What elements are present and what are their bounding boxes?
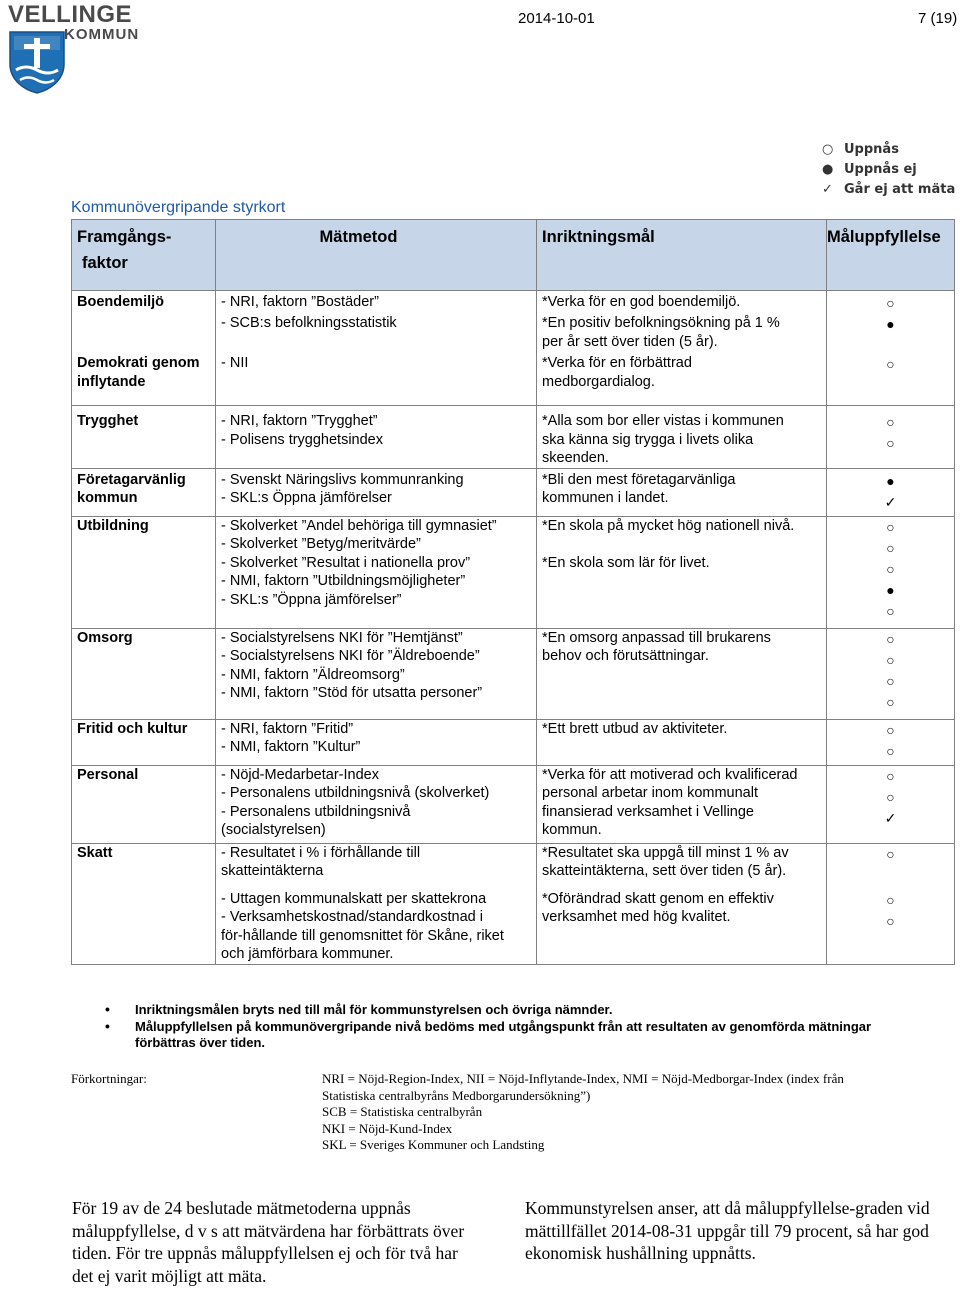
open-circle-icon: ○	[822, 142, 834, 157]
goal-cell	[537, 765, 827, 843]
abbreviation-line: Statistiska centralbyråns Medborgarundersökning”)	[322, 1087, 591, 1103]
header-method: Mätmetod	[216, 220, 537, 291]
open-circle-icon: ○	[886, 912, 895, 929]
method-cell	[216, 843, 537, 884]
method-cell-line: och jämförbara kommuner.	[221, 946, 394, 962]
legend-label: Uppnås	[844, 142, 899, 157]
method-cell	[216, 468, 537, 516]
method-cell-line: - Verksamhetskostnad/standardkostnad i	[221, 909, 483, 925]
legend-item	[822, 160, 955, 180]
method-cell	[216, 884, 537, 965]
table-row	[72, 406, 955, 469]
table-row	[72, 354, 955, 406]
factor-cell	[72, 884, 216, 965]
header-factor-line1: Framgångs-	[77, 228, 172, 246]
factor-cell	[72, 406, 216, 469]
method-cell-line: - SKL:s ”Öppna jämförelser”	[221, 591, 402, 608]
open-circle-icon: ○	[886, 539, 895, 556]
method-cell-line: - Personalens utbildningsnivå (skolverket)	[221, 785, 490, 801]
factor-cell-line: Utbildning	[77, 517, 149, 534]
goal-cell	[537, 468, 827, 516]
goal-cell-line: behov och förutsättningar.	[542, 648, 709, 664]
factor-cell-line: Företagarvänlig	[77, 471, 186, 488]
method-cell-line: - Uttagen kommunalskatt per skattekrona	[221, 890, 487, 907]
table-row	[72, 291, 955, 315]
factor-cell-line: Trygghet	[77, 413, 139, 429]
method-cell-line: - NRI, faktorn ”Bostäder”	[221, 294, 379, 310]
goal-cell	[537, 843, 827, 884]
open-circle-icon: ○	[886, 518, 895, 535]
open-circle-icon: ○	[886, 721, 895, 738]
goal-cell	[537, 406, 827, 469]
open-circle-icon: ○	[886, 845, 895, 862]
abbreviation-line: SKL = Sveriges Kommuner och Landsting	[322, 1137, 545, 1152]
open-circle-icon: ○	[886, 560, 895, 577]
factor-cell	[72, 765, 216, 843]
factor-cell	[72, 516, 216, 628]
fulfilment-cell	[827, 516, 955, 628]
fulfilment-cell	[827, 314, 955, 354]
table-row	[72, 765, 955, 843]
goal-cell	[537, 884, 827, 965]
goal-cell-line: *Verka för en förbättrad	[542, 355, 692, 371]
check-mark-icon: ✓	[884, 493, 897, 510]
open-circle-icon: ○	[886, 630, 895, 647]
header-date: 2014-10-01	[518, 10, 595, 27]
open-circle-icon: ○	[886, 295, 895, 311]
open-circle-icon: ○	[886, 651, 895, 668]
fulfilment-cell	[827, 765, 955, 843]
factor-cell	[72, 468, 216, 516]
filled-bullet-icon: ●	[886, 316, 895, 332]
method-cell	[216, 765, 537, 843]
goal-cell-line: kommunen i landet.	[542, 490, 669, 506]
method-cell-line: - SKL:s Öppna jämförelser	[221, 490, 392, 506]
method-cell	[216, 719, 537, 765]
method-cell	[216, 516, 537, 628]
goal-cell-line: *Verka för en god boendemiljö.	[542, 294, 741, 310]
method-cell-line: - SCB:s befolkningsstatistik	[221, 315, 397, 331]
goal-cell-line: verksamhet med hög kvalitet.	[542, 909, 731, 925]
goal-cell-line: medborgardialog.	[542, 373, 655, 390]
document-title: Kommunövergripande styrkort	[71, 199, 286, 216]
factor-cell	[72, 291, 216, 315]
goal-cell-line: ska känna sig trygga i livets olika	[542, 431, 754, 448]
check-mark-icon: ✓	[884, 809, 897, 826]
goal-cell	[537, 291, 827, 315]
filled-bullet-icon: ●	[822, 162, 834, 177]
method-cell-line: - Skolverket ”Betyg/meritvärde”	[221, 536, 421, 552]
method-cell-line: - NMI, faktorn ”Kultur”	[221, 739, 361, 755]
method-cell	[216, 406, 537, 469]
method-cell-line: - Personalens utbildningsnivå	[221, 803, 411, 820]
method-cell-line: - Svenskt Näringslivs kommunranking	[221, 471, 464, 488]
goal-cell-line: *En skola som lär för livet.	[542, 554, 710, 571]
legend-item	[822, 140, 955, 160]
table-row	[72, 516, 955, 628]
factor-cell	[72, 843, 216, 884]
legend-item	[822, 180, 955, 200]
open-circle-icon: ○	[886, 693, 895, 710]
open-circle-icon: ○	[886, 891, 895, 908]
method-cell-line: - NII	[221, 355, 249, 371]
factor-cell-line: Omsorg	[77, 629, 133, 646]
table-row	[72, 719, 955, 765]
method-cell-line: - Skolverket ”Resultat i nationella prov”	[221, 554, 471, 571]
check-mark-icon: ✓	[822, 182, 833, 197]
goal-cell-line	[542, 535, 826, 554]
municipality-shield-icon	[8, 30, 66, 94]
goal-cell-line: skatteintäkterna, sett över tiden (5 år).	[542, 863, 787, 879]
factor-cell-line: Skatt	[77, 844, 113, 861]
factor-cell-line: inflytande	[77, 373, 146, 390]
method-cell	[216, 291, 537, 315]
open-circle-icon: ○	[886, 356, 895, 372]
table-row	[72, 628, 955, 719]
factor-cell-line: Demokrati genom	[77, 355, 200, 371]
method-cell-line: - Socialstyrelsens NKI för ”Hemtjänst”	[221, 629, 463, 646]
scorecard-table	[71, 219, 955, 965]
filled-bullet-icon: ●	[886, 472, 895, 489]
fulfilment-cell	[827, 291, 955, 315]
goal-cell	[537, 314, 827, 354]
method-cell-line: skatteintäkterna	[221, 863, 324, 879]
method-cell-line: för-hållande till genomsnittet för Skåne, riket	[221, 927, 504, 944]
factor-cell	[72, 354, 216, 406]
method-cell-line: - Nöjd-Medarbetar-Index	[221, 766, 379, 783]
method-cell-line: (socialstyrelsen)	[221, 822, 326, 838]
goal-cell-line: *En omsorg anpassad till brukarens	[542, 629, 771, 646]
open-circle-icon: ○	[886, 767, 895, 784]
summary-paragraph-right: Kommunstyrelsen anser, att då måluppfyllelse-graden vid mättillfället 2014-08-31 uppgår till 79 procent, så har god ekonomisk hushållning uppnåtts.	[525, 1198, 930, 1263]
method-cell	[216, 628, 537, 719]
open-circle-icon: ○	[886, 435, 895, 451]
method-cell-line: - NRI, faktorn ”Trygghet”	[221, 413, 378, 429]
method-cell	[216, 314, 537, 354]
method-cell-line: - NRI, faktorn ”Fritid”	[221, 720, 354, 737]
summary-paragraph-left: För 19 av de 24 beslutade mätmetoderna uppnås måluppfyllelse, d v s att mätvärdena har förbättrats över tiden. För tre uppnås måluppfyllelsen ej och för två har det ej varit möjligt att mäta.	[72, 1198, 465, 1286]
method-cell-line: - Polisens trygghetsindex	[221, 431, 383, 448]
logo-wordmark: VELLINGE	[8, 1, 133, 28]
logo-subtitle: KOMMUN	[64, 26, 140, 43]
goal-cell	[537, 719, 827, 765]
goal-cell-line: skeenden.	[542, 450, 609, 466]
open-circle-icon: ○	[886, 672, 895, 689]
notes-list	[105, 1002, 895, 1052]
method-cell-line: - Resultatet i % i förhållande till	[221, 844, 421, 861]
method-cell-line: - Skolverket ”Andel behöriga till gymnasiet”	[221, 517, 497, 534]
table-row	[72, 468, 955, 516]
fulfilment-cell	[827, 628, 955, 719]
page-number: 7 (19)	[918, 10, 958, 27]
abbreviation-line: NKI = Nöjd-Kund-Index	[322, 1120, 453, 1136]
method-cell-line: - Socialstyrelsens NKI för ”Äldreboende”	[221, 648, 480, 664]
factor-cell-line: kommun	[77, 490, 138, 506]
factor-cell	[72, 628, 216, 719]
header-goal: Inriktningsmål	[537, 220, 827, 291]
factor-cell-line: Fritid och kultur	[77, 720, 188, 737]
status-legend	[822, 140, 955, 200]
table-row	[72, 843, 955, 884]
note-item: • Måluppfyllelsen på kommunövergripande nivå bedöms med utgångspunkt från att resultaten av genomförda mätningar förbättras över tiden.	[105, 1019, 895, 1052]
table-row	[72, 314, 955, 354]
goal-cell	[537, 516, 827, 628]
method-cell-line: - NMI, faktorn ”Stöd för utsatta personer”	[221, 685, 483, 701]
goal-cell-line: personal arbetar inom kommunalt	[542, 785, 758, 801]
goal-cell-line: *Oförändrad skatt genom en effektiv	[542, 890, 774, 907]
factor-cell	[72, 719, 216, 765]
goal-cell-line: *Resultatet ska uppgå till minst 1 % av	[542, 844, 789, 861]
legend-label: Går ej att mäta	[844, 182, 956, 197]
header-fulfilment: Måluppfyllelse	[827, 220, 955, 291]
goal-cell-line: *En positiv befolkningsökning på 1 %	[542, 315, 780, 331]
goal-cell-line: *Ett brett utbud av aktiviteter.	[542, 720, 728, 737]
goal-cell	[537, 354, 827, 406]
method-cell-line: - NMI, faktorn ”Äldreomsorg”	[221, 666, 405, 683]
abbreviation-line: NRI = Nöjd-Region-Index, NII = Nöjd-Inflytande-Index, NMI = Nöjd-Medborgar-Index (index från	[322, 1071, 844, 1086]
table-row	[72, 884, 955, 965]
fulfilment-cell	[827, 468, 955, 516]
open-circle-icon: ○	[886, 602, 895, 619]
goal-cell-line: *Bli den mest företagarvänliga	[542, 471, 736, 488]
goal-cell-line: *En skola på mycket hög nationell nivå.	[542, 517, 795, 534]
filled-bullet-icon: ●	[886, 581, 895, 598]
fulfilment-cell	[827, 719, 955, 765]
goal-cell-line: *Alla som bor eller vistas i kommunen	[542, 413, 784, 429]
open-circle-icon: ○	[886, 742, 895, 759]
method-cell-line: - NMI, faktorn ”Utbildningsmöjligheter”	[221, 573, 466, 589]
method-cell	[216, 354, 537, 406]
fulfilment-cell	[827, 354, 955, 406]
goal-cell-line: *Verka för att motiverad och kvalificerad	[542, 766, 798, 783]
goal-cell-line: finansierad verksamhet i Vellinge	[542, 803, 754, 820]
fulfilment-cell	[827, 843, 955, 884]
abbreviations-list	[322, 1071, 922, 1154]
factor-cell-line: Personal	[77, 766, 139, 783]
abbreviations-label: Förkortningar:	[71, 1071, 147, 1086]
open-circle-icon: ○	[886, 788, 895, 805]
open-circle-icon: ○	[886, 414, 895, 430]
fulfilment-cell	[827, 406, 955, 469]
factor-cell-line: Boendemiljö	[77, 294, 165, 310]
goal-cell-line: per år sett över tiden (5 år).	[542, 333, 718, 350]
goal-cell	[537, 628, 827, 719]
abbreviation-line: SCB = Statistiska centralbyrån	[322, 1104, 483, 1119]
factor-cell	[72, 314, 216, 354]
header-factor-line2: faktor	[82, 254, 128, 272]
fulfilment-cell	[827, 884, 955, 965]
legend-label: Uppnås ej	[844, 162, 917, 177]
table-header-row	[72, 220, 955, 291]
note-item: • Inriktningsmålen bryts ned till mål för kommunstyrelsen och övriga nämnder.	[105, 1002, 895, 1019]
header-factor	[72, 220, 216, 291]
goal-cell-line: kommun.	[542, 822, 602, 838]
